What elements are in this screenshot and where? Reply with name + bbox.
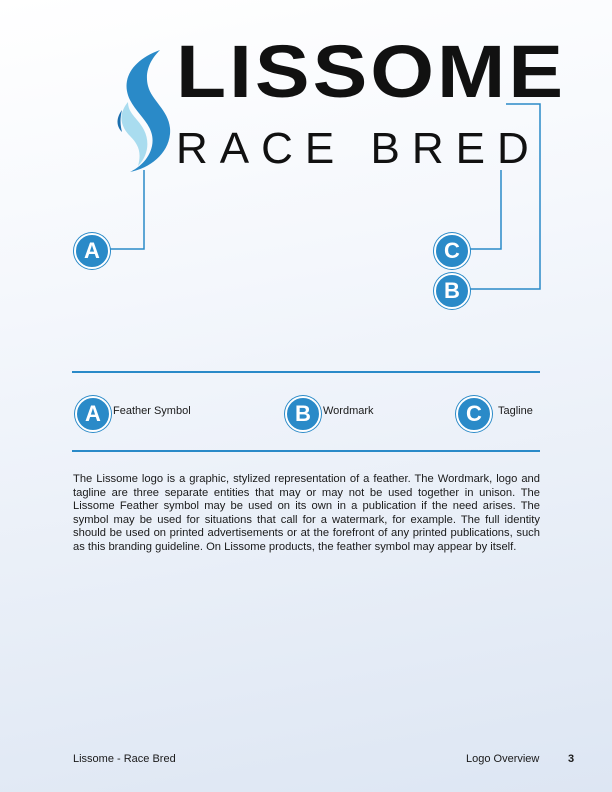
legend-badge-b: B (285, 396, 321, 432)
legend-top-rule (72, 371, 540, 373)
footer-document-title: Lissome - Race Bred (73, 753, 176, 765)
wordmark: LISSOME (176, 31, 567, 114)
legend-badge-a: A (75, 396, 111, 432)
logo-description-paragraph: The Lissome logo is a graphic, stylized representation of a feather. The Wordmark, logo and tagline are three separate entities that may or may not be used together in unison. The Lissome Feather symbol may be used on its own in a publication if the need arises. The symbol may be used for situations that call for a watermark, for example. The full identity should be used on printed advertisements or at the forefront of any printed publications, such as this branding guideline. On Lissome products, the feather symbol may appear by itself. (73, 473, 540, 553)
callout-line-b (466, 104, 540, 289)
legend-label-tagline: Tagline (498, 405, 533, 417)
page-number: 3 (568, 753, 575, 765)
legend-label-wordmark: Wordmark (323, 405, 374, 417)
legend-label-feather-symbol: Feather Symbol (113, 405, 191, 417)
callout-line-a (106, 170, 144, 249)
callout-badge-b: B (434, 273, 470, 309)
tagline: RACE BRED (176, 124, 541, 173)
callout-badge-c: C (434, 233, 470, 269)
footer-section-title: Logo Overview (466, 753, 540, 765)
callout-line-c (466, 170, 501, 249)
callout-badge-a: A (74, 233, 110, 269)
legend-badge-c: C (456, 396, 492, 432)
legend-bottom-rule (72, 450, 540, 452)
callout-lines (0, 0, 612, 320)
